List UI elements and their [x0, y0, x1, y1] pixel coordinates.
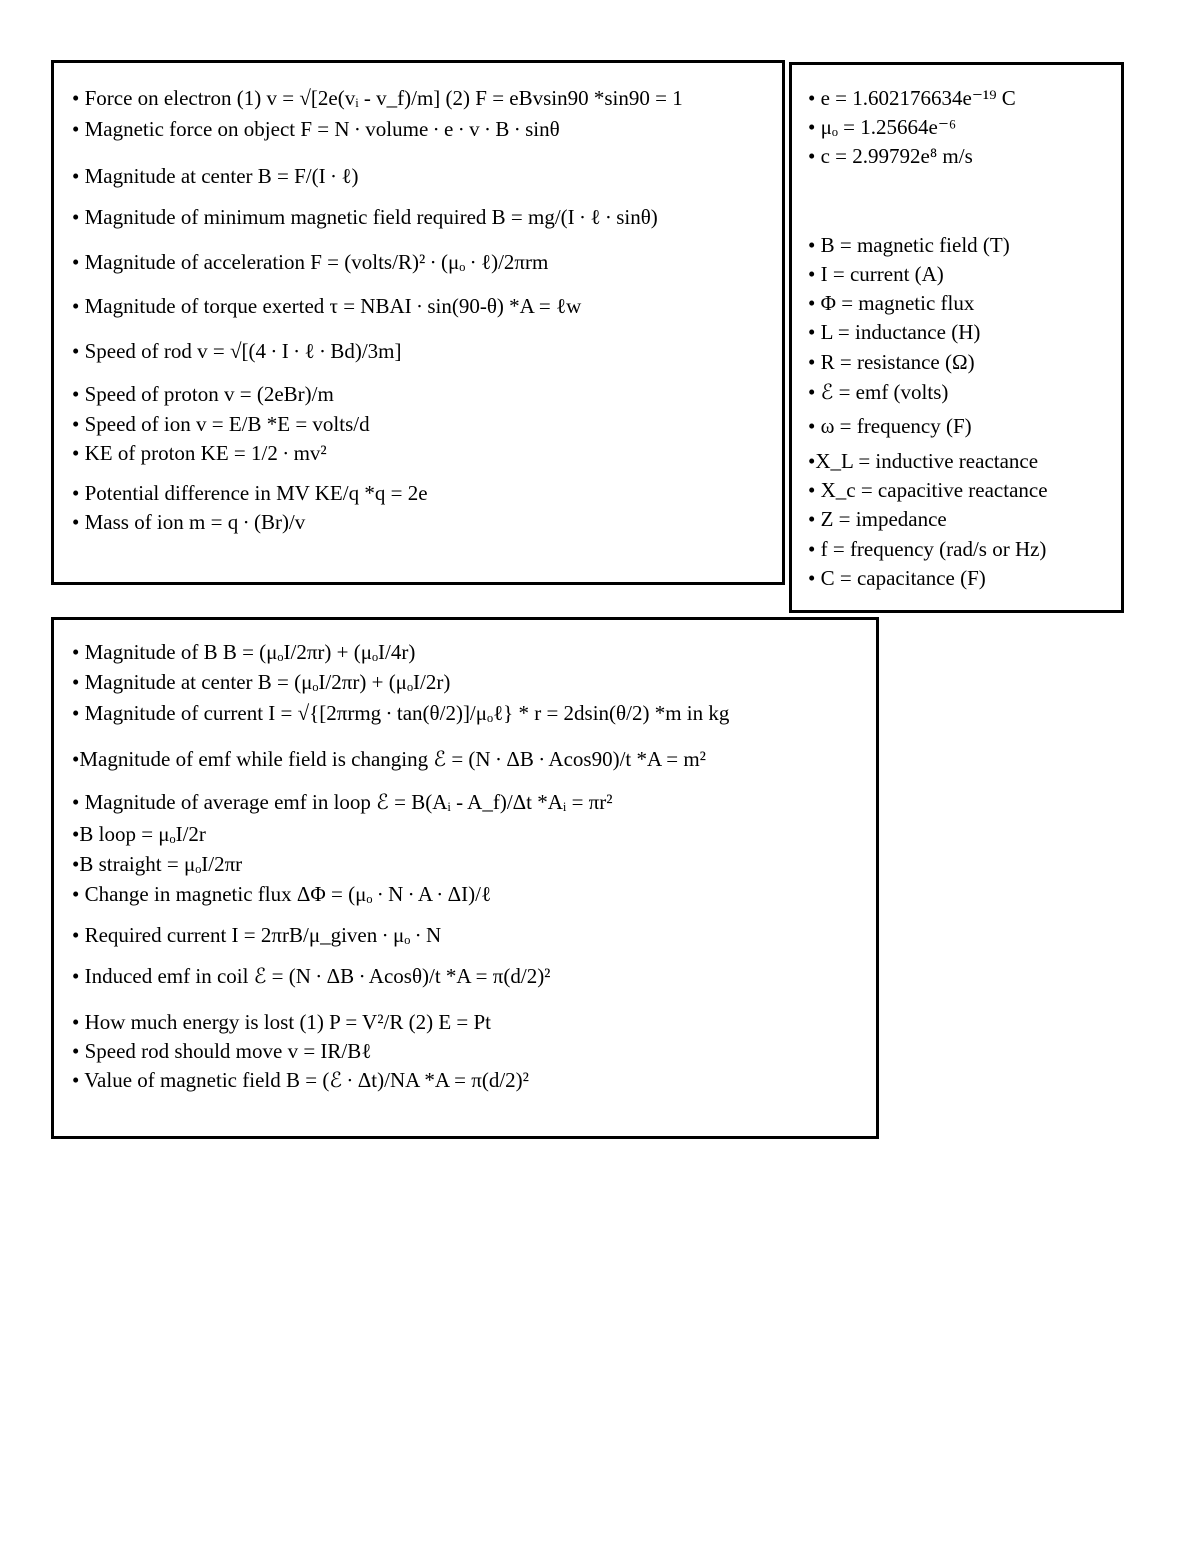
constant-line: • e = 1.602176634e⁻¹⁹ C — [808, 86, 1016, 110]
symbol-line: • ℰ = emf (volts) — [808, 380, 949, 404]
formula-line: • Magnitude of current I = √{[2πrmg ∙ tan(θ/2)]/μₒℓ} * r = 2dsin(θ/2) *m in kg — [72, 701, 730, 725]
formula-box-fields — [51, 617, 879, 1139]
formula-line: • Required current I = 2πrB/μ_given ∙ μₒ ∙ N — [72, 923, 442, 947]
formula-line: •B straight = μₒI/2πr — [72, 852, 243, 876]
symbol-line: •X_L = inductive reactance — [808, 449, 1039, 473]
symbol-line: • L = inductance (H) — [808, 320, 981, 344]
symbol-line: • f = frequency (rad/s or Hz) — [808, 537, 1047, 561]
formula-line: • KE of proton KE = 1/2 ∙ mv² — [72, 441, 327, 465]
formula-line: •B loop = μₒI/2r — [72, 822, 206, 846]
symbol-line: • Φ = magnetic flux — [808, 291, 975, 315]
formula-line: • Speed of rod v = √[(4 ∙ I ∙ ℓ ∙ Bd)/3m] — [72, 339, 402, 363]
formula-box-kinematics — [51, 60, 785, 585]
formula-line: • Magnetic force on object F = N ∙ volume ∙ e ∙ v ∙ B ∙ sinθ — [72, 117, 560, 141]
symbol-line: • Z = impedance — [808, 507, 947, 531]
constants-and-symbols-box — [789, 62, 1124, 613]
formula-line: • Induced emf in coil ℰ = (N ∙ ΔB ∙ Acosθ)/t *A = π(d/2)² — [72, 964, 551, 988]
symbol-line: • ω = frequency (F) — [808, 414, 972, 438]
formula-line: • Magnitude of torque exerted τ = NBAI ∙ sin(90-θ) *A = ℓw — [72, 294, 582, 318]
formula-line: • Change in magnetic flux ΔΦ = (μₒ ∙ N ∙ A ∙ ΔI)/ℓ — [72, 882, 492, 906]
constant-line: • c = 2.99792e⁸ m/s — [808, 144, 973, 168]
symbol-line: • I = current (A) — [808, 262, 944, 286]
formula-line: • Force on electron (1) v = √[2e(vᵢ - v_f)/m] (2) F = eBvsin90 *sin90 = 1 — [72, 86, 683, 110]
symbol-line: • R = resistance (Ω) — [808, 350, 975, 374]
formula-line: • How much energy is lost (1) P = V²/R (2) E = Pt — [72, 1010, 492, 1034]
constant-line: • μₒ = 1.25664e⁻⁶ — [808, 115, 957, 139]
formula-line: • Magnitude of average emf in loop ℰ = B(Aᵢ - A_f)/Δt *Aᵢ = πr² — [72, 790, 613, 814]
formula-line: • Magnitude of minimum magnetic field required B = mg/(I ∙ ℓ ∙ sinθ) — [72, 205, 658, 229]
formula-line: • Magnitude at center B = (μₒI/2πr) + (μₒI/2r) — [72, 670, 451, 694]
formula-line: • Magnitude at center B = F/(I ∙ ℓ) — [72, 164, 359, 188]
formula-line: • Speed of proton v = (2eBr)/m — [72, 382, 334, 406]
formula-line: • Speed rod should move v = IR/Bℓ — [72, 1039, 372, 1063]
formula-line: • Speed of ion v = E/B *E = volts/d — [72, 412, 370, 436]
formula-line: • Potential difference in MV KE/q *q = 2e — [72, 481, 428, 505]
symbol-line: • C = capacitance (F) — [808, 566, 986, 590]
symbol-line: • X_c = capacitive reactance — [808, 478, 1048, 502]
formula-line: • Magnitude of B B = (μₒI/2πr) + (μₒI/4r) — [72, 640, 416, 664]
symbol-line: • B = magnetic field (T) — [808, 233, 1010, 257]
formula-line: • Value of magnetic field B = (ℰ ∙ Δt)/NA *A = π(d/2)² — [72, 1068, 529, 1092]
formula-line: • Mass of ion m = q ∙ (Br)/v — [72, 510, 306, 534]
formula-line: • Magnitude of acceleration F = (volts/R)² ∙ (μₒ ∙ ℓ)/2πrm — [72, 250, 549, 274]
formula-line: •Magnitude of emf while field is changing ℰ = (N ∙ ΔB ∙ Acos90)/t *A = m² — [72, 747, 706, 771]
